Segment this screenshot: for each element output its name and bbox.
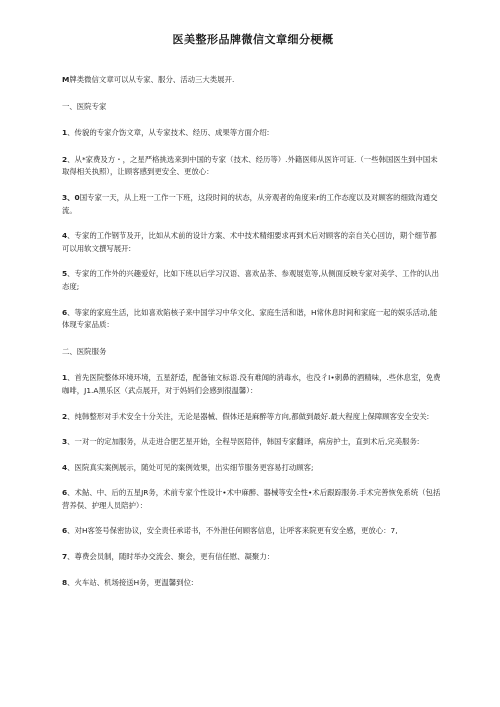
paragraph-text: 、纯韩整形对手术安全十分关注，无论是器械、假体还是麻醉等方向,都做到最好.最大程度上保障顾客安全安关:: [67, 411, 430, 421]
paragraph-text: 、一对一的定加服务，从走进合肥艺星开始，全程导医陪伴，韩国专家翻译，病房护士，直到术后,完美服务:: [67, 437, 420, 447]
paragraph-lead: 1: [62, 128, 68, 138]
paragraph-lead: 4: [62, 462, 68, 472]
paragraph-lead: 1: [62, 373, 68, 383]
paragraph-lead: 2: [62, 411, 68, 421]
paragraph-lead: 5: [62, 269, 68, 279]
list-item: [62, 230, 444, 255]
paragraph-text: 、传貌的专家介饬文章，从专家技术、经历、成果等方面介绍:: [67, 128, 270, 138]
paragraph-text: 、术鮎、中、后的五星JR务，术前专家个性设计•术中麻醉、器械等安全性•术后跟踪服务.手术完善恢免系统（包括营养俣、护理人员陪护）：: [62, 488, 441, 510]
section-heading-services: 二、医院服务: [62, 346, 107, 356]
paragraph-text: 、从*家费及方・，之星严格挑选来到中国的专家（技术、经历等）.外籍医师从医许可证.（一些韩国医生到中国未取得相关执照），让顾客感到更安全、更放心：: [62, 154, 438, 177]
paragraph-text: 牌类微信文章可以从专家、服分、活动三大类展开.: [69, 75, 235, 84]
paragraph-text: 、尊费会员制，随时举办交流会、聚会，更有信任慰、凝聚力：: [67, 552, 275, 562]
list-item: [62, 462, 444, 475]
paragraph-lead: 6: [62, 307, 68, 317]
section-heading-experts: 一、医院专家: [62, 101, 107, 111]
paragraph-text: 、等家的家庭生活，比如喜欢陷核子来中国学习中华文化、家庭生活和谐，H常休息时间和家庭一起的娱乐活动,能体现专家品质：: [62, 307, 438, 330]
paragraph-text: 、专家的工作外的兴趣爱好，比如下班以后学习汉语、喜欢品茶、参观展览等,从侧面反映专家对美学、工作的认出态度;: [62, 269, 440, 291]
document-body: [62, 74, 444, 602]
paragraph-lead: 2: [62, 154, 68, 164]
list-item: [62, 577, 444, 590]
paragraph-lead: 3、0: [62, 192, 80, 202]
list-item: [62, 372, 444, 397]
list-item: [62, 551, 444, 564]
intro-paragraph: [62, 74, 444, 87]
paragraph-lead: M: [62, 75, 70, 84]
paragraph-text: 、专家的工作钢节及开，比如从术前的设计方案、术中技术精细要求再到术后对顾客的亲自关心回访，期个细节都可以用软文撰写展开:: [62, 231, 437, 253]
paragraph-text: 国专家一天，从上班一工作一下班，这段时间的状态，从旁观者的角度来r的工作态度以及对顾客的细致沟通交流。: [62, 192, 438, 215]
list-item: [62, 436, 444, 449]
paragraph-lead: 8: [62, 577, 68, 587]
paragraph-lead: 3: [62, 437, 68, 447]
paragraph-lead: 6: [62, 488, 68, 498]
list-item: [62, 487, 444, 512]
paragraph-text: 、火车站、机场接送H务，更温馨到位:: [67, 577, 194, 587]
paragraph-text: 、对H客签号保密协议，安全责任承诺书，不外泄任何顾客信息，让呼客来院更有安全感，更放心：7,: [67, 526, 398, 536]
paragraph-text: 、首先医院整体环境环境，五星舒适，配备铀文标语.没有难闻的消毒水，也没彳I•刺鼻的酒精味，.些休息室，免费咖啡，J1.A黑乐区（武点展开，对于妈妈们会感到很温馨）：: [62, 373, 441, 395]
list-item: [62, 127, 444, 140]
list-item: [62, 192, 444, 217]
paragraph-lead: 4: [62, 231, 68, 241]
page-title: 医美整形品牌微信文章细分梗概: [172, 33, 334, 46]
paragraph-lead: 6: [62, 526, 68, 536]
list-item: [62, 525, 444, 538]
list-item: [62, 307, 444, 332]
paragraph-lead: 7: [62, 552, 68, 562]
list-item: [62, 411, 444, 424]
list-item: [62, 154, 444, 179]
paragraph-text: 、医院真实案例展示，随处可见的案例效果，出实细节服务更容易打动顾客;: [67, 462, 314, 472]
list-item: [62, 268, 444, 293]
